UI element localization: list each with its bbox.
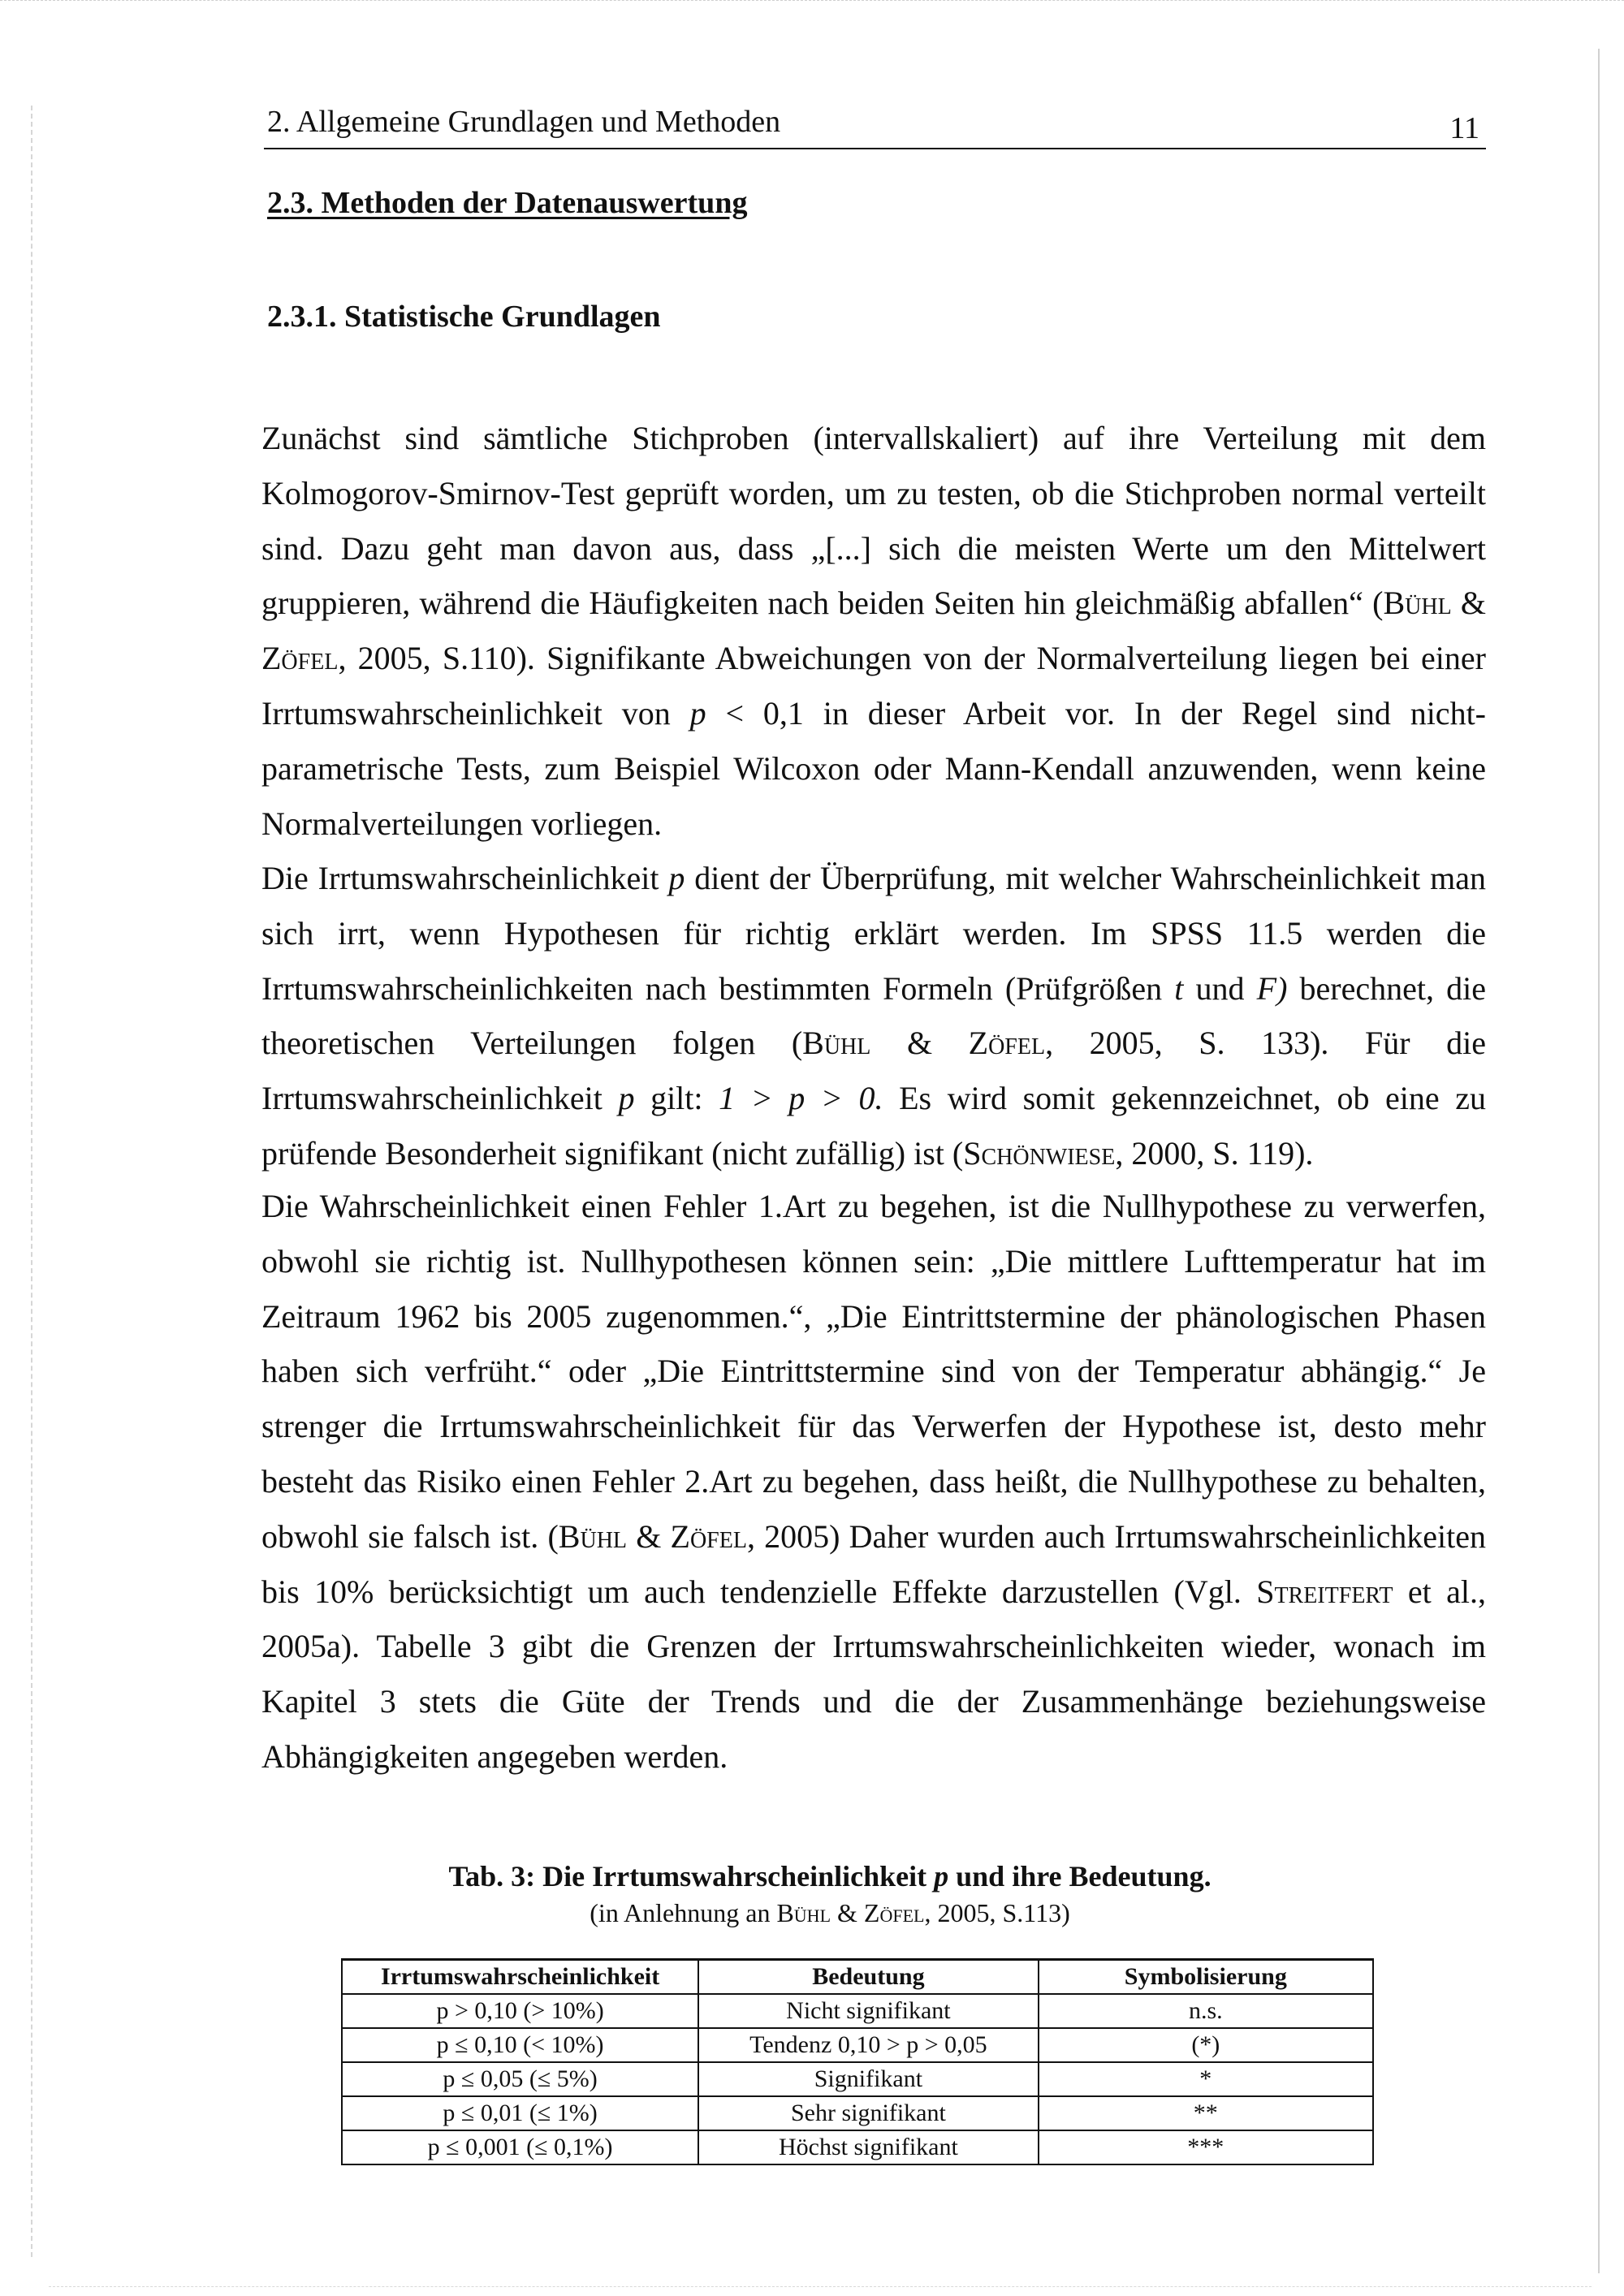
italic-formula: 1 > p > 0. — [719, 1080, 883, 1117]
caption-text: Tab. 3: Die Irrtumswahrscheinlichkeit — [448, 1860, 935, 1892]
text-run: Die Wahrscheinlichkeit einen Fehler 1.Art zu begehen, ist die Nullhypothese zu verwerfen, obwohl sie richtig ist. Nullhypothesen können sein: „Die mittlere Lufttemperatur hat im Zeitraum 1962 bis 2005 zugenommen.“, „Die Eintrittstermine der phänologischen Phasen haben sich verfrüht.“ oder „Die Eintrittstermine sind von der Temperatur abhängig.“ Je strenger die Irrtumswahrscheinlichkeit für das Verwerfen der Hypothese ist, desto mehr besteht das Risiko einen Fehler 2.Art zu begehen, dass heißt, die Nullhypothese zu behalten, obwohl sie falsch ist. ( — [261, 1188, 1486, 1555]
text-run: , 2000, S. 119). — [1115, 1134, 1314, 1172]
table-header-row — [342, 1960, 1373, 1995]
table-header-cell: Irrtumswahrscheinlichkeit — [342, 1960, 698, 1995]
table-cell: p ≤ 0,001 (≤ 0,1%) — [342, 2130, 698, 2164]
paragraph-2 — [261, 851, 1486, 1181]
table-row — [342, 2062, 1373, 2096]
significance-table — [341, 1958, 1374, 2165]
text-run: und — [1183, 969, 1257, 1007]
table-cell: ** — [1039, 2096, 1373, 2130]
table-header-cell: Bedeutung — [698, 1960, 1038, 1995]
text-run: Zunächst sind sämtliche Stichproben (intervallskaliert) auf ihre Verteilung mit dem Kolmogorov-Smirnov-Test geprüft worden, um zu testen, ob die Stichproben normal verteilt sind. Dazu geht man davon aus, dass „[...] sich die meisten Werte um den Mittelwert gruppieren, während die Häufigkeiten nach beiden Seiten hin gleichmäßig abfallen“ ( — [261, 420, 1486, 622]
table-source — [18, 1898, 1624, 1928]
table-cell: n.s. — [1039, 1994, 1373, 2028]
text-run: , 2005, S.110). Signifikante Abweichungen von der Normalverteilung liegen bei einer Irrtumswahrscheinlichkeit von — [261, 640, 1486, 732]
italic-symbol: p — [934, 1860, 949, 1892]
text-run: Es wird somit gekennzeichnet, ob eine zu prüfende Besonderheit signifikant (nicht zufällig) ist ( — [261, 1080, 1487, 1172]
scan-edge-top — [0, 0, 1624, 6]
citation: Bühl & Zöfel — [776, 1898, 925, 1927]
table-cell: * — [1039, 2062, 1373, 2096]
table-header-cell: Symbolisierung — [1039, 1960, 1373, 1995]
citation: Streitfert — [1256, 1573, 1393, 1610]
text-run: dient der Überprüfung, mit welcher Wahrscheinlichkeit man sich irrt, wenn Hypothesen für richtig erklärt werden. Im SPSS 11.5 werden die Irrtumswahrscheinlichkeiten nach bestimmten Formeln (Prüfgrößen — [261, 860, 1486, 1007]
citation: Bühl & Zöfel — [558, 1517, 747, 1555]
subsection-heading: 2.3.1. Statistische Grundlagen — [267, 300, 661, 334]
italic-symbol: p — [668, 860, 685, 896]
scan-edge-bottom — [49, 2286, 1592, 2287]
table-cell: Höchst signifikant — [698, 2130, 1038, 2164]
section-heading: 2.3. Methoden der Datenauswertung — [267, 186, 748, 220]
running-header — [264, 104, 1486, 149]
table-cell: p ≤ 0,05 (≤ 5%) — [342, 2062, 698, 2096]
text-run: berechnet, die theoretischen Verteilungen folgen ( — [261, 969, 1487, 1062]
citation: Bühl & Zöfel — [802, 1025, 1046, 1062]
italic-symbol: F) — [1256, 969, 1288, 1007]
table-cell: Sehr signifikant — [698, 2096, 1038, 2130]
table-cell: Signifikant — [698, 2062, 1038, 2096]
chapter-title: 2. Allgemeine Grundlagen und Methoden — [267, 105, 781, 139]
table-cell: Nicht signifikant — [698, 1994, 1038, 2028]
table-cell: Tendenz 0,10 > p > 0,05 — [698, 2028, 1038, 2062]
citation: Schönwiese — [963, 1134, 1116, 1172]
text-run: , 2005) Daher wurden auch Irrtumswahrscheinlichkeiten bis 10% berücksichtigt um auch tendenzielle Effekte darzustellen (Vgl. — [261, 1517, 1486, 1610]
text-run: , 2005, S. 133). Für die Irrtumswahrscheinlichkeit — [261, 1025, 1487, 1117]
table-row — [342, 2028, 1373, 2062]
italic-symbol: p — [618, 1080, 635, 1117]
paragraph-3 — [261, 1179, 1486, 1785]
italic-symbol: t — [1174, 969, 1184, 1007]
table-cell: (*) — [1039, 2028, 1373, 2062]
table-row — [342, 2096, 1373, 2130]
page-number: 11 — [1449, 111, 1479, 145]
source-text: , 2005, S.113) — [924, 1898, 1070, 1927]
text-run: Die Irrtumswahrscheinlichkeit — [261, 860, 669, 896]
caption-text: und ihre Bedeutung. — [948, 1860, 1212, 1892]
table-cell: p ≤ 0,10 (< 10%) — [342, 2028, 698, 2062]
citation: Bühl & Zöfel — [261, 585, 1486, 677]
italic-symbol: p — [689, 694, 706, 732]
table-row — [342, 2130, 1373, 2164]
text-run: et al., 2005a). Tabelle 3 gibt die Grenzen der Irrtumswahrscheinlichkeiten wieder, wonach im Kapitel 3 stets die Güte der Trends und die der Zusammenhänge beziehungsweise Abhängigkeiten angegeben werden. — [261, 1573, 1486, 1775]
table-caption — [18, 1859, 1624, 1893]
text-run: gilt: — [634, 1080, 719, 1117]
paragraph-1 — [261, 411, 1486, 851]
table-cell: p > 0,10 (> 10%) — [342, 1994, 698, 2028]
scan-edge-left — [31, 106, 32, 2257]
source-text: (in Anlehnung an — [590, 1898, 777, 1927]
table-cell: p ≤ 0,01 (≤ 1%) — [342, 2096, 698, 2130]
scan-edge-right — [1598, 49, 1600, 2273]
text-run: < 0,1 in dieser Arbeit vor. In der Regel sind nicht-parametrische Tests, zum Beispiel Wilcoxon oder Mann-Kendall anzuwenden, wenn keine Normalverteilungen vorliegen. — [261, 694, 1486, 842]
table-cell: *** — [1039, 2130, 1373, 2164]
table-row — [342, 1994, 1373, 2028]
